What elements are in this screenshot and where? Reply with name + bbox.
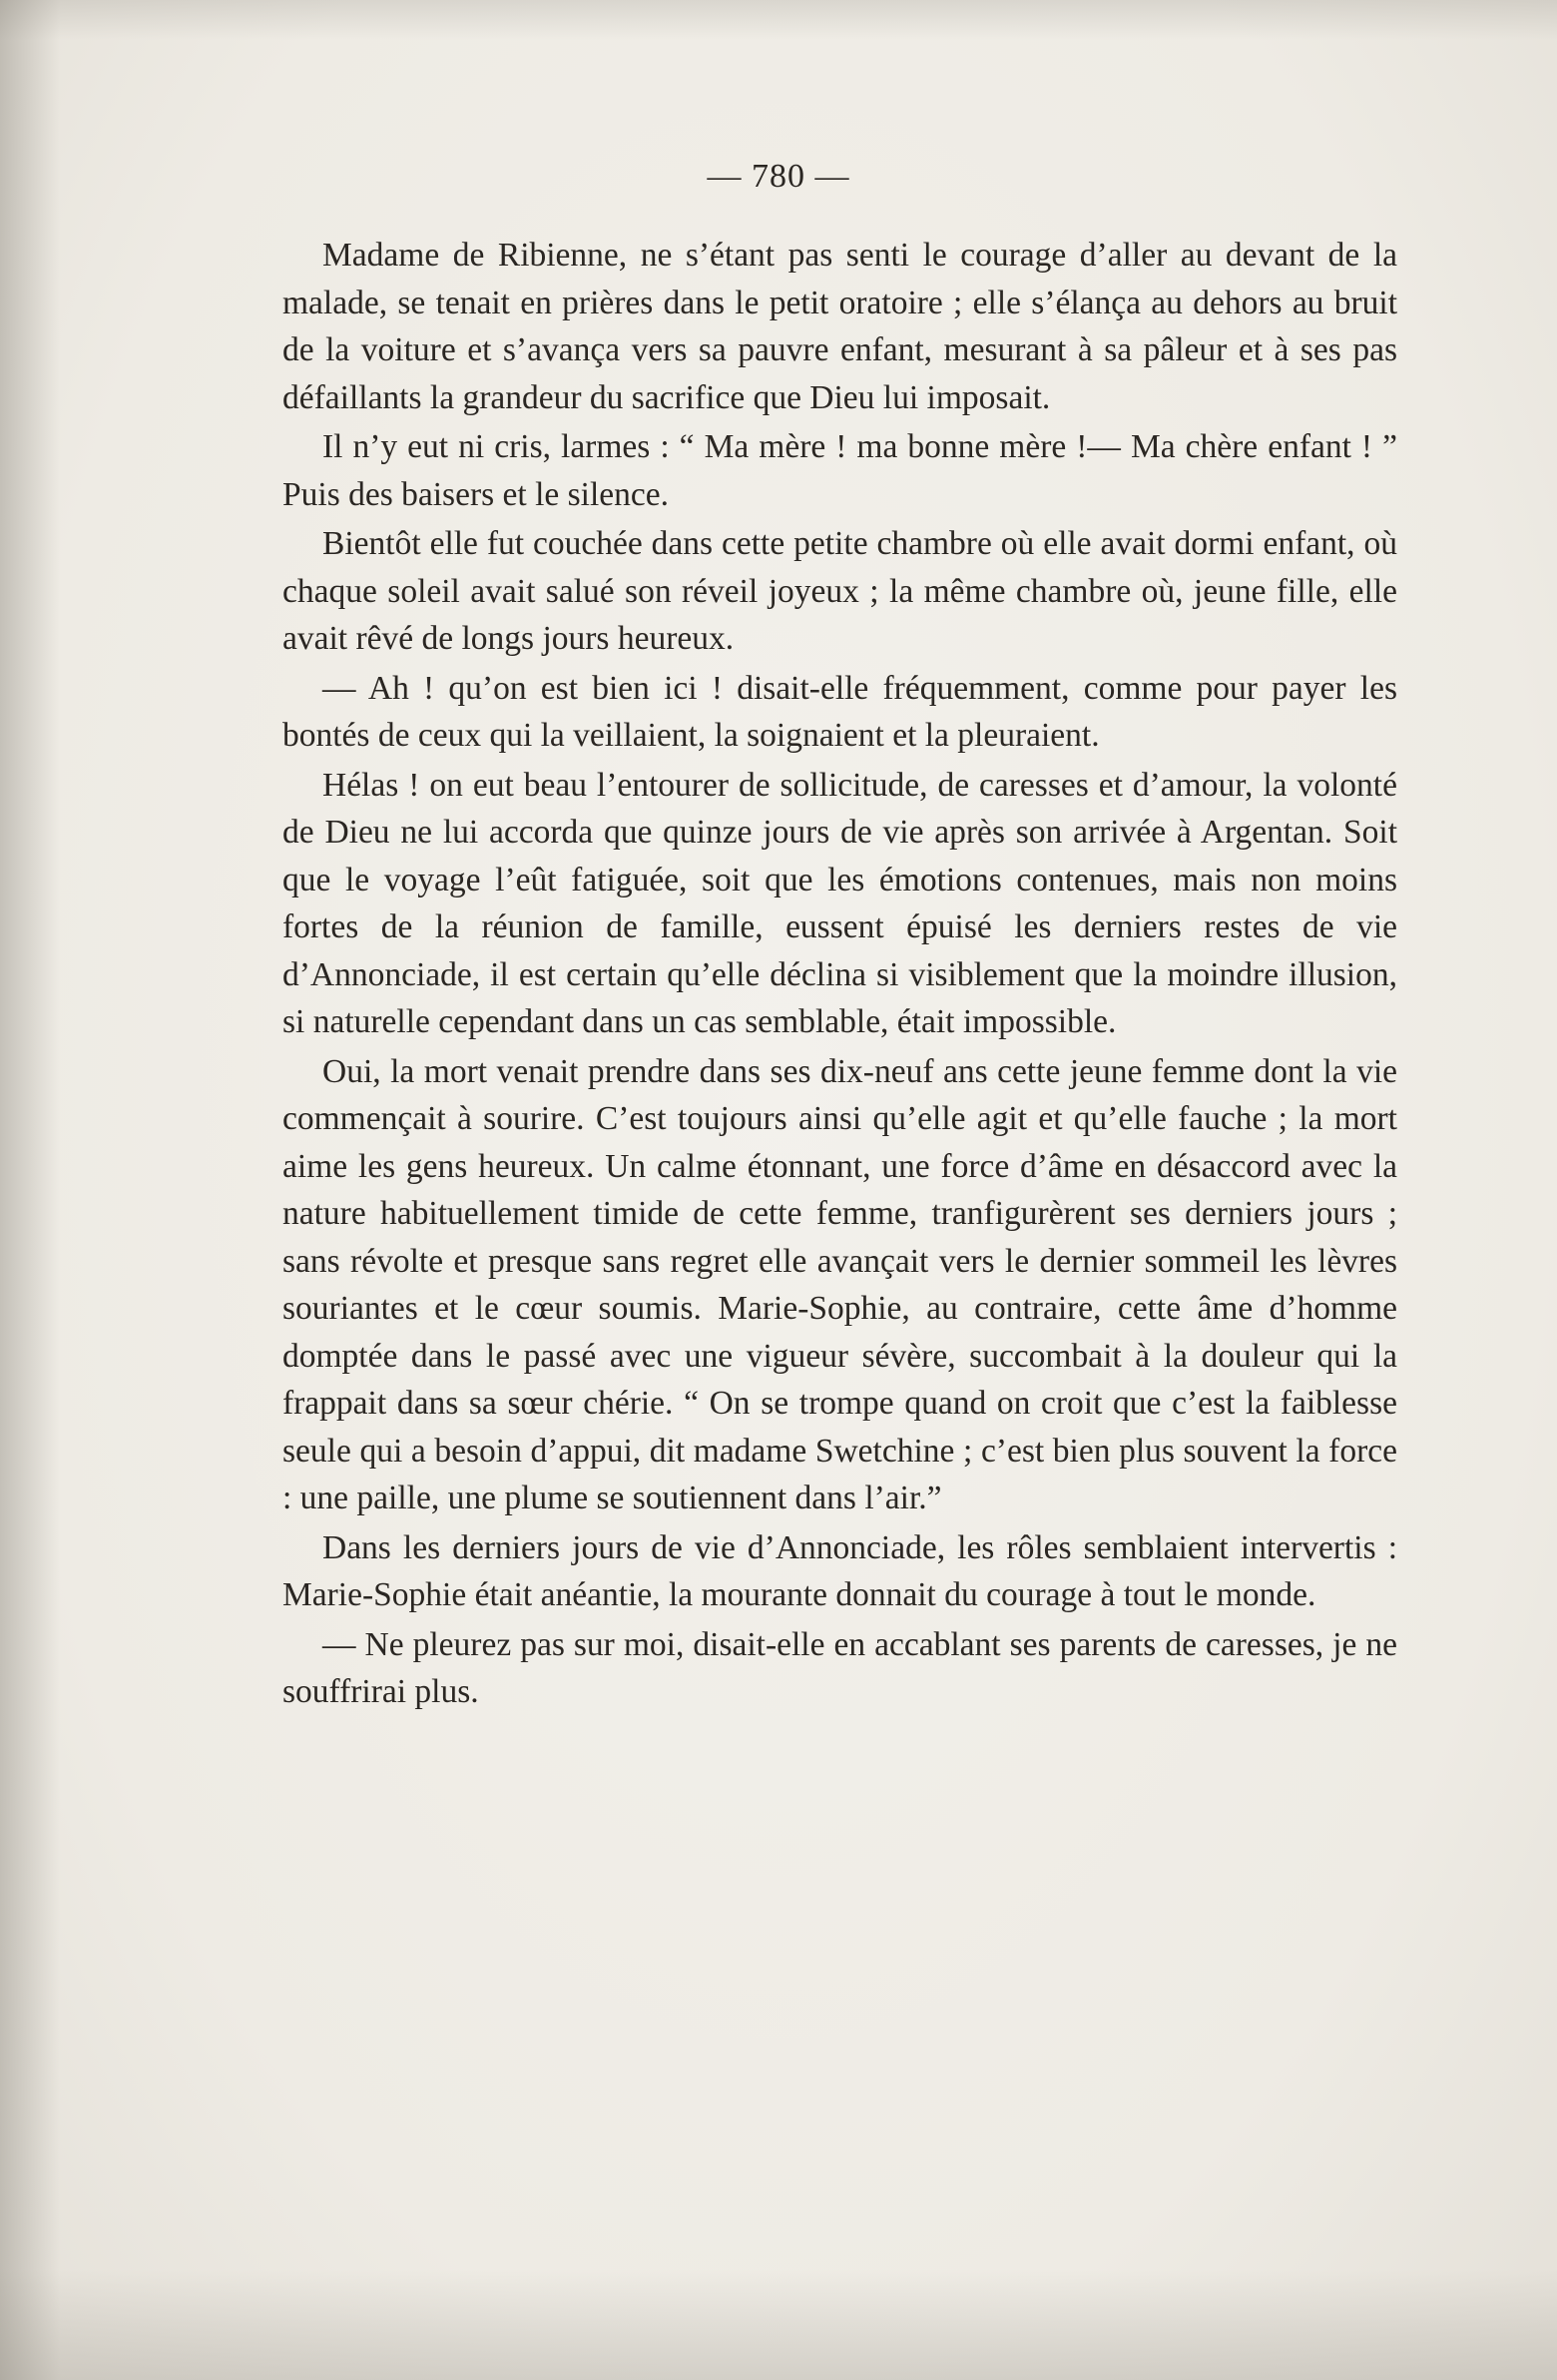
- body-text: [282, 232, 1397, 1718]
- paragraph: Dans les derniers jours de vie d’Annonciade, les rôles semblaient intervertis : Marie-Sophie était anéantie, la mourante donnait du courage à tout le monde.: [282, 1528, 1397, 1613]
- paragraph: Bientôt elle fut couchée dans cette petite chambre où elle avait dormi enfant, où chaque soleil avait salué son réveil joyeux ; la même chambre où, jeune fille, elle avait rêvé de longs jours heureux.: [282, 525, 1397, 657]
- paragraph: Oui, la mort venait prendre dans ses dix-neuf ans cette jeune femme dont la vie commençait à sourire. C’est toujours ainsi qu’elle agit et qu’elle fauche ; la mort aime les gens heureux. Un calme étonnant, une force d’âme en désaccord avec la nature habituellement timide de cette femme, tranfigurèrent ses derniers jours ; sans révolte et presque sans regret elle avançait vers le dernier sommeil les lèvres souriantes et le cœur soumis. Marie-Sophie, au contraire, cette âme d’homme domptée dans le passé avec une vigueur sévère, succombait à la douleur qui la frappait dans sa sœur chérie. “ On se trompe quand on croit que c’est la faiblesse seule qui a besoin d’appui, dit madame Swetchine ; c’est bien plus souvent la force : une paille, une plume se soutiennent dans l’air.”: [282, 1052, 1397, 1516]
- page-shadow-bottom: [0, 2270, 1557, 2380]
- page-shadow-left: [0, 0, 60, 2380]
- paragraph: Madame de Ribienne, ne s’étant pas senti le courage d’aller au devant de la malade, se tenait en prières dans le petit oratoire ; elle s’élança au dehors au bruit de la voiture et s’avança vers sa pauvre enfant, mesurant à sa pâleur et à ses pas défaillants la grandeur du sacrifice que Dieu lui imposait.: [282, 237, 1397, 416]
- paragraph: Il n’y eut ni cris, larmes : “ Ma mère ! ma bonne mère !— Ma chère enfant ! ” Puis des baisers et le silence.: [282, 428, 1397, 513]
- paragraph: — Ne pleurez pas sur moi, disait-elle en accablant ses parents de caresses, je ne souffrirai plus.: [282, 1625, 1397, 1710]
- paragraph: — Ah ! qu’on est bien ici ! disait-elle fréquemment, comme pour payer les bontés de ceux qui la veillaient, la soignaient et la pleuraient.: [282, 669, 1397, 754]
- page-shadow-top: [0, 0, 1557, 40]
- page-number: — 780 —: [707, 158, 850, 195]
- paragraph: Hélas ! on eut beau l’entourer de sollicitude, de caresses et d’amour, la volonté de Dieu ne lui accorda que quinze jours de vie après son arrivée à Argentan. Soit que le voyage l’eût fatiguée, soit que les émotions contenues, mais non moins fortes de la réunion de famille, eussent épuisé les derniers restes de vie d’Annonciade, il est certain qu’elle déclina si visiblement que la moindre illusion, si naturelle cependant dans un cas semblable, était impossible.: [282, 766, 1397, 1040]
